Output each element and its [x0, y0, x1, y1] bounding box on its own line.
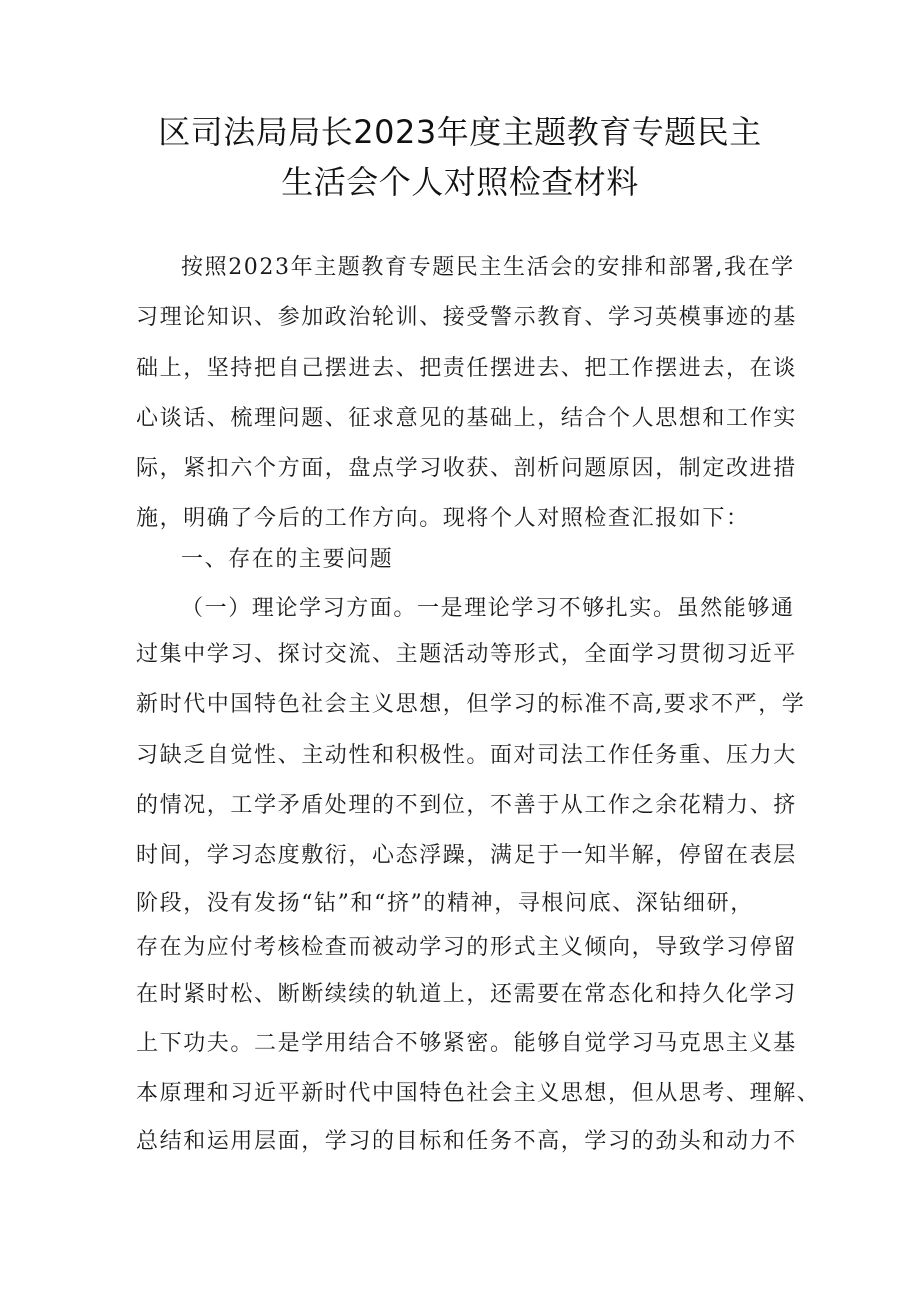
document-title-line-2: 生活会个人对照检查材料 — [281, 163, 639, 201]
paragraph-line: 按照2023年主题教育专题民主生活会的安排和部署,我在学 — [181, 255, 795, 280]
paragraph-line: 施，明确了今后的工作方向。现将个人对照检查汇报如下： — [136, 506, 750, 531]
paragraph-line: 过集中学习、探讨交流、主题活动等形式，全面学习贯彻习近平 — [136, 642, 797, 667]
paragraph-line: 心谈话、梳理问题、征求意见的基础上，结合个人思想和工作实 — [136, 406, 797, 431]
paragraph-line: 的情况，工学矛盾处理的不到位，不善于从工作之余花精力、挤 — [136, 793, 797, 818]
paragraph-line: 新时代中国特色社会主义思想，但学习的标准不高,要求不严，学 — [136, 692, 806, 717]
paragraph-line: 习缺乏自觉性、主动性和积极性。面对司法工作任务重、压力大 — [136, 743, 797, 768]
section-heading: 一、存在的主要问题 — [181, 547, 394, 572]
paragraph-line: 习理论知识、参加政治轮训、接受警示教育、学习英模事迹的基 — [136, 305, 797, 330]
paragraph-line: 阶段，没有发扬“钻”和“挤”的精神，寻根问底、深钻细研， — [136, 891, 754, 916]
paragraph-line: 本原理和习近平新时代中国特色社会主义思想，但从思考、理解、 — [136, 1081, 821, 1106]
paragraph-line: 时间，学习态度敷衍，心态浮躁，满足于一知半解，停留在表层 — [136, 843, 797, 868]
document-title-line-1: 区司法局局长2023年度主题教育专题民主 — [158, 113, 762, 151]
paragraph-line: 总结和运用层面，学习的目标和任务不高，学习的劲头和动力不 — [136, 1129, 797, 1154]
paragraph-line: 在时紧时松、断断续续的轨道上，还需要在常态化和持久化学习 — [136, 982, 797, 1007]
paragraph-line: （一）理论学习方面。一是理论学习不够扎实。虽然能够通 — [181, 596, 795, 621]
paragraph-line: 存在为应付考核检查而被动学习的形式主义倾向，导致学习停留 — [136, 935, 797, 960]
paragraph-line: 上下功夫。二是学用结合不够紧密。能够自觉学习马克思主义基 — [136, 1031, 797, 1056]
paragraph-line: 际，紧扣六个方面，盘点学习收获、剖析问题原因，制定改进措 — [136, 456, 797, 481]
paragraph-line: 础上，坚持把自己摆进去、把责任摆进去、把工作摆进去，在谈 — [136, 356, 797, 381]
